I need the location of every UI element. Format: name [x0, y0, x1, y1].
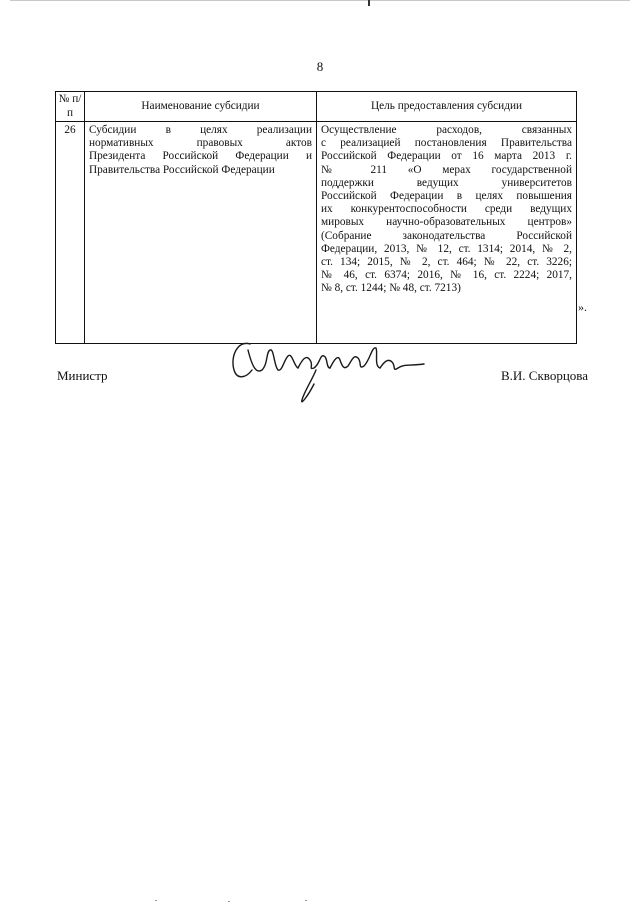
header-name: Наименование субсидии [85, 92, 317, 122]
header-num: № п/п [56, 92, 85, 122]
subsidy-name-line: Президента Российской Федерации и [89, 150, 312, 163]
subsidy-goal-cell [317, 122, 577, 344]
subsidy-name-line: нормативных правовых актов [89, 137, 312, 150]
subsidy-goal-line: мировых научно-образовательных центров» [321, 216, 572, 229]
subsidy-goal-line: № 211 «О мерах государственной [321, 163, 572, 176]
subsidy-goal-line: (Собрание законодательства Российской [321, 229, 572, 242]
page-number: 8 [316, 59, 324, 74]
subsidy-table [55, 91, 577, 344]
table-header-row [56, 92, 577, 122]
subsidy-name-cell [85, 122, 317, 344]
table-row [56, 122, 577, 344]
handwritten-signature [228, 326, 428, 406]
scan-artifact [305, 900, 307, 901]
subsidy-name-line: Субсидии в целях реализации [89, 124, 312, 136]
subsidy-goal-line: № 46, ст. 6374; 2016, № 16, ст. 2224; 2017, [321, 269, 572, 282]
signatory-position: Министр [57, 368, 108, 383]
subsidy-goal-line: Осуществление расходов, связанных [321, 124, 572, 136]
header-goal: Цель предоставления субсидии [317, 92, 577, 122]
subsidy-goal-line: Федерации, 2013, № 12, ст. 1314; 2014, № 2, [321, 242, 572, 255]
scan-artifact [155, 900, 157, 901]
subsidy-goal-line: ст. 134; 2015, № 2, ст. 464; № 22, ст. 3226; [321, 256, 572, 269]
scan-artifact [228, 901, 230, 902]
closing-quote-mark: ». [578, 300, 587, 314]
subsidy-goal-line: Российской Федерации от 16 марта 2013 г. [321, 150, 572, 163]
row-number: 26 [56, 122, 85, 344]
subsidy-goal-line: их конкурентоспособности среди ведущих [321, 203, 572, 216]
subsidy-goal-line: с реализацией постановления Правительства [321, 137, 572, 150]
subsidy-goal-line: № 8, ст. 1244; № 48, ст. 7213) [321, 282, 461, 295]
subsidy-name-line: Правительства Российской Федерации [89, 163, 275, 176]
subsidy-goal-line: Российской Федерации в целях повышения [321, 190, 572, 203]
signer-name: В.И. Скворцова [501, 368, 589, 383]
scan-artifact [368, 0, 370, 6]
scan-edge [10, 0, 630, 1]
subsidy-goal-line: поддержки ведущих университетов [321, 176, 572, 189]
